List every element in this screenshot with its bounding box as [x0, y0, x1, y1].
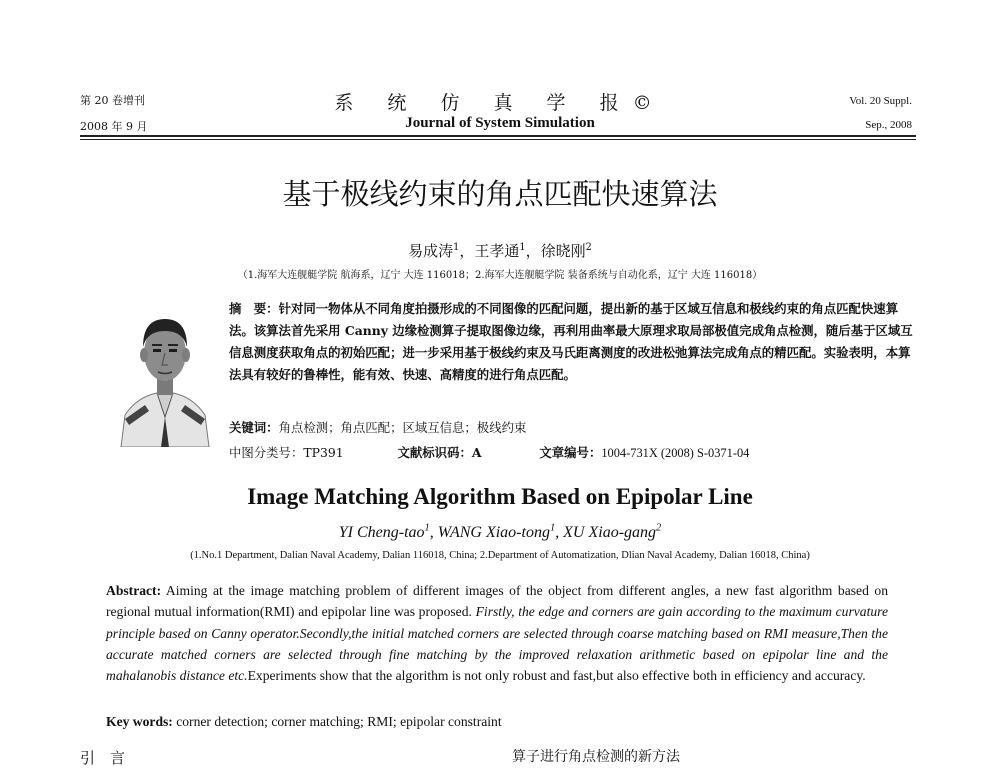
- paper-title-cn: 基于极线约束的角点匹配快速算法: [282, 177, 718, 211]
- classification-row: [229, 443, 749, 461]
- doc-code-value: A: [471, 445, 482, 460]
- journal-title-cn: 系 统 仿 真 学 报©: [334, 92, 666, 114]
- keywords-cn-label: 关键词：: [229, 420, 279, 435]
- author-name: WANG Xiao-tong: [437, 524, 550, 541]
- author-photo: [117, 297, 213, 447]
- header-rule-thick: [80, 135, 916, 137]
- keywords-cn-text: 角点检测；角点匹配；区域互信息；极线约束: [278, 420, 527, 435]
- author-name: 徐晓刚: [540, 242, 586, 260]
- affiliation-cn: （1.海军大连舰艇学院 航海系，辽宁 大连 116018；2.海军大连舰艇学院 装备系统与自动化系，辽宁 大连 116018）: [237, 270, 763, 281]
- clc-value: TP391: [303, 445, 344, 460]
- author-name: XU Xiao-gang: [563, 524, 657, 541]
- author-mark: 1: [424, 522, 430, 534]
- header-rule-thin: [80, 139, 916, 140]
- abstract-cn: [229, 298, 919, 386]
- abstract-cn-label: 摘 要：: [229, 301, 279, 316]
- author-mark: 2: [656, 522, 662, 534]
- abstract-en-part2: Firstly, the edge and corners are gain according to the maximum curvature principle based on Canny operator.Secondly,the initial matched corners are selected through coarse matching based on RMI measure,Then the accurate matched corners are selected through fine matching by the improved relaxation arithmetic based on epipolar line and the mahalanobis distance etc.: [106, 604, 888, 684]
- author-name: 易成涛: [408, 242, 454, 260]
- body-text-cutoff: 算子进行角点检测的新方法: [512, 749, 680, 765]
- keywords-en-label: Key words:: [106, 714, 173, 729]
- keywords-cn: [229, 418, 526, 436]
- author-mark: 1: [549, 522, 556, 534]
- doc-code-label: 文献标识码：: [397, 445, 472, 460]
- clc-label: 中图分类号：: [229, 445, 304, 460]
- author-mark: 2: [585, 242, 592, 253]
- header-volume-cn: 第 20 卷增刊: [80, 94, 145, 107]
- abstract-en-part1: Aiming at the image matching problem of different images of the object from different angles, a new fast algorithm based on regional mutual information(RMI) and epipolar line was proposed.: [106, 583, 888, 620]
- authors-cn: 易成涛$^1$，王孝通$^1$，徐晓刚$^2$: [408, 242, 592, 260]
- section-heading-cutoff: 引 言: [80, 749, 126, 767]
- author-name: 王孝通: [474, 242, 520, 260]
- abstract-cn-text: 针对同一物体从不同角度拍摄形成的不同图像的匹配问题，提出新的基于区域互信息和极线约束的角点匹配快速算法。该算法首先采用 Canny 边缘检测算子提取图像边缘，再利用曲率最大原理求取局部极值完成角点检测，随后基于区域互信息测度获取角点的初始匹配；进一步采用基于极线约束及马氏距离测度的改进松弛算法完成角点的精匹配。实验表明，本算法具有较好的鲁棒性，能有效、快速、高精度的进行角点匹配。: [229, 301, 913, 382]
- header-date-cn: 2008 年 9 月: [80, 120, 148, 133]
- paper-title-en: Image Matching Algorithm Based on Epipolar Line: [247, 484, 753, 509]
- journal-title-en: Journal of System Simulation: [405, 115, 595, 131]
- author-mark: 1: [453, 242, 460, 253]
- article-no-value: 1004-731X (2008) S-0371-04: [601, 446, 750, 460]
- keywords-en: [106, 714, 502, 730]
- authors-en: YI Cheng-tao$^1$, WANG Xiao-tong$^1$, XU Xiao-gang$^2$: [338, 522, 662, 541]
- article-no-label: 文章编号：: [539, 445, 602, 460]
- affiliation-en: (1.No.1 Department, Dalian Naval Academy, Dalian 116018, China; 2.Department of Automatization, Dlian Naval Academy, Dalian 16018, China): [190, 550, 810, 561]
- author-mark: 1: [519, 242, 526, 253]
- header-volume-en: Vol. 20 Suppl.: [849, 95, 912, 107]
- abstract-en: [106, 580, 888, 686]
- header-date-en: Sep., 2008: [865, 119, 912, 131]
- abstract-en-label: Abstract:: [106, 583, 162, 598]
- keywords-en-text: corner detection; corner matching; RMI; epipolar constraint: [172, 714, 502, 729]
- abstract-en-part3: Experiments show that the algorithm is not only robust and fast,but also effective both in efficiency and accuracy.: [247, 668, 866, 684]
- author-name: YI Cheng-tao: [338, 524, 425, 541]
